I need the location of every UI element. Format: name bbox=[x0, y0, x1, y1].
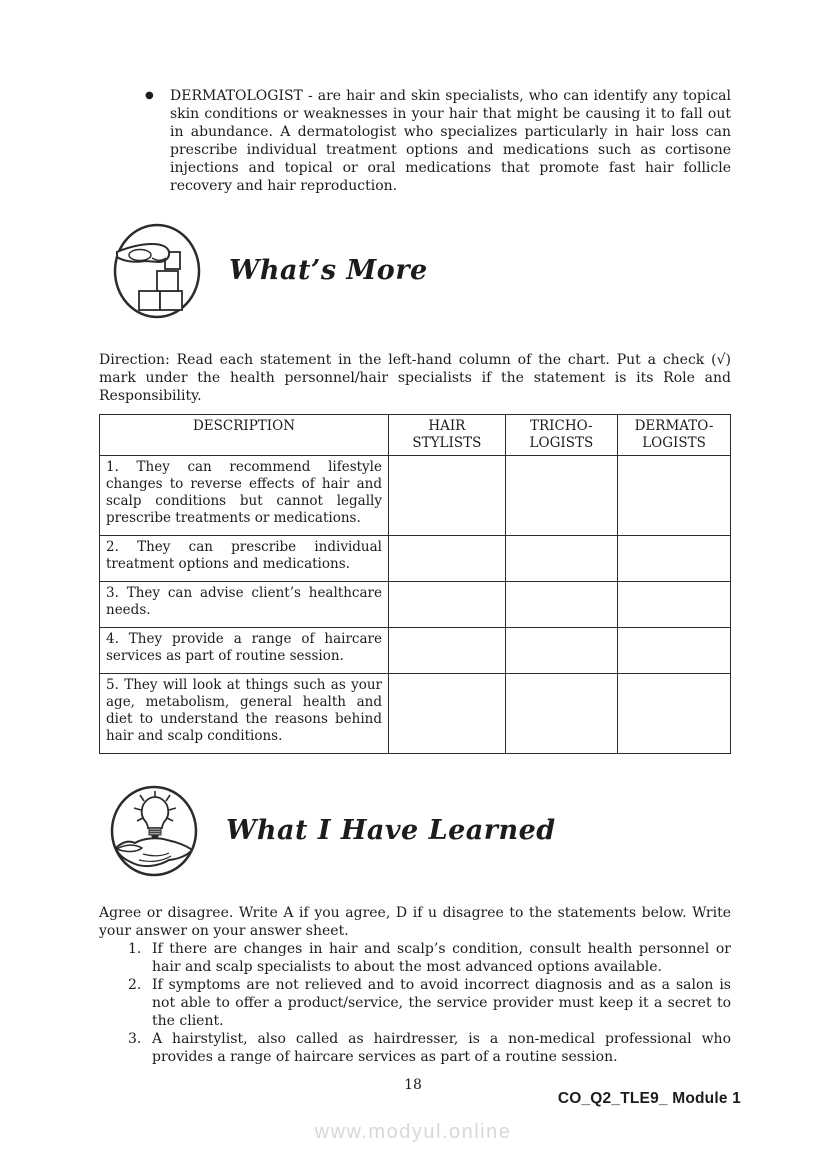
statement-cell-5: 5. They will look at things such as your age, metabolism, general health and diet to understand the reasons behind hair and scalp conditions. bbox=[100, 674, 389, 754]
list-item-text: If there are changes in hair and scalp’s condition, consult health personnel or hair and scalp specialists to about the most advanced options available. bbox=[152, 941, 731, 975]
hand-holding-lightbulb-icon bbox=[108, 784, 200, 882]
check-cell-hair-stylists bbox=[388, 628, 505, 674]
what-i-have-learned-section-header bbox=[108, 784, 731, 882]
table-row bbox=[100, 536, 731, 582]
module-code: CO_Q2_TLE9_ Module 1 bbox=[557, 1090, 741, 1107]
col-header-trichologists: TRICHO- LOGISTS bbox=[505, 415, 617, 456]
direction-text: Direction: Read each statement in the left-hand column of the chart. Put a check (√) mark under the health personnel/hair specialists if the statement is its Role and Responsibility. bbox=[99, 352, 731, 404]
table-row bbox=[100, 456, 731, 536]
roles-responsibility-table bbox=[99, 414, 731, 754]
table-row bbox=[100, 628, 731, 674]
check-cell-dermatologists bbox=[618, 536, 731, 582]
check-cell-trichologists bbox=[505, 536, 617, 582]
check-cell-trichologists bbox=[505, 628, 617, 674]
dermatologist-definition-text: DERMATOLOGIST - are hair and skin specialists, who can identify any topical skin conditions or weaknesses in your hair that might be causing it to fall out in abundance. A dermatologist who specializes particularly in hair loss can prescribe individual treatment options and medications such as cortisone injections and topical or oral medications that promote fast hair follicle recovery and hair reproduction. bbox=[170, 88, 731, 194]
check-cell-hair-stylists bbox=[388, 674, 505, 754]
bullet-icon: ● bbox=[145, 90, 154, 101]
page-number: 18 bbox=[404, 1077, 422, 1093]
list-item bbox=[99, 1030, 731, 1066]
col-header-dermatologists: DERMATO- LOGISTS bbox=[618, 415, 731, 456]
check-cell-hair-stylists bbox=[388, 582, 505, 628]
check-cell-dermatologists bbox=[618, 456, 731, 536]
table-row bbox=[100, 674, 731, 754]
table-row bbox=[100, 582, 731, 628]
check-cell-hair-stylists bbox=[388, 456, 505, 536]
list-item bbox=[99, 976, 731, 1030]
statement-cell-2: 2. They can prescribe individual treatment options and medications. bbox=[100, 536, 389, 582]
whats-more-heading: What’s More bbox=[229, 254, 428, 286]
check-cell-trichologists bbox=[505, 456, 617, 536]
check-cell-hair-stylists bbox=[388, 536, 505, 582]
page-content bbox=[99, 0, 731, 1066]
check-cell-dermatologists bbox=[618, 582, 731, 628]
list-item-number: 2. bbox=[128, 977, 142, 993]
list-item bbox=[99, 940, 731, 976]
list-item-number: 3. bbox=[128, 1031, 142, 1047]
watermark: www.modyul.online bbox=[314, 1121, 512, 1143]
list-item-number: 1. bbox=[128, 941, 142, 957]
hand-stacking-blocks-icon bbox=[111, 222, 203, 324]
whats-more-section-header bbox=[111, 222, 731, 324]
table-header-row bbox=[100, 415, 731, 456]
statement-cell-3: 3. They can advise client’s healthcare needs. bbox=[100, 582, 389, 628]
what-i-have-learned-heading: What I Have Learned bbox=[226, 814, 556, 846]
check-cell-dermatologists bbox=[618, 628, 731, 674]
check-cell-trichologists bbox=[505, 582, 617, 628]
col-header-hair-stylists: HAIR STYLISTS bbox=[388, 415, 505, 456]
dermatologist-bullet-item bbox=[99, 87, 731, 195]
list-item-text: If symptoms are not relieved and to avoid incorrect diagnosis and as a salon is not able to offer a product/service, the service provider must keep it a secret to the client. bbox=[152, 977, 731, 1029]
col-header-description: DESCRIPTION bbox=[100, 415, 389, 456]
agree-disagree-instructions: Agree or disagree. Write A if you agree, D if u disagree to the statements below. Write your answer on your answer sheet. bbox=[99, 905, 731, 939]
check-cell-trichologists bbox=[505, 674, 617, 754]
statement-cell-1: 1. They can recommend lifestyle changes to reverse effects of hair and scalp conditions but cannot legally prescribe treatments or medications. bbox=[100, 456, 389, 536]
check-cell-dermatologists bbox=[618, 674, 731, 754]
list-item-text: A hairstylist, also called as hairdresser, is a non-medical professional who provides a range of haircare services as part of a routine session. bbox=[152, 1031, 731, 1065]
statement-cell-4: 4. They provide a range of haircare services as part of routine session. bbox=[100, 628, 389, 674]
